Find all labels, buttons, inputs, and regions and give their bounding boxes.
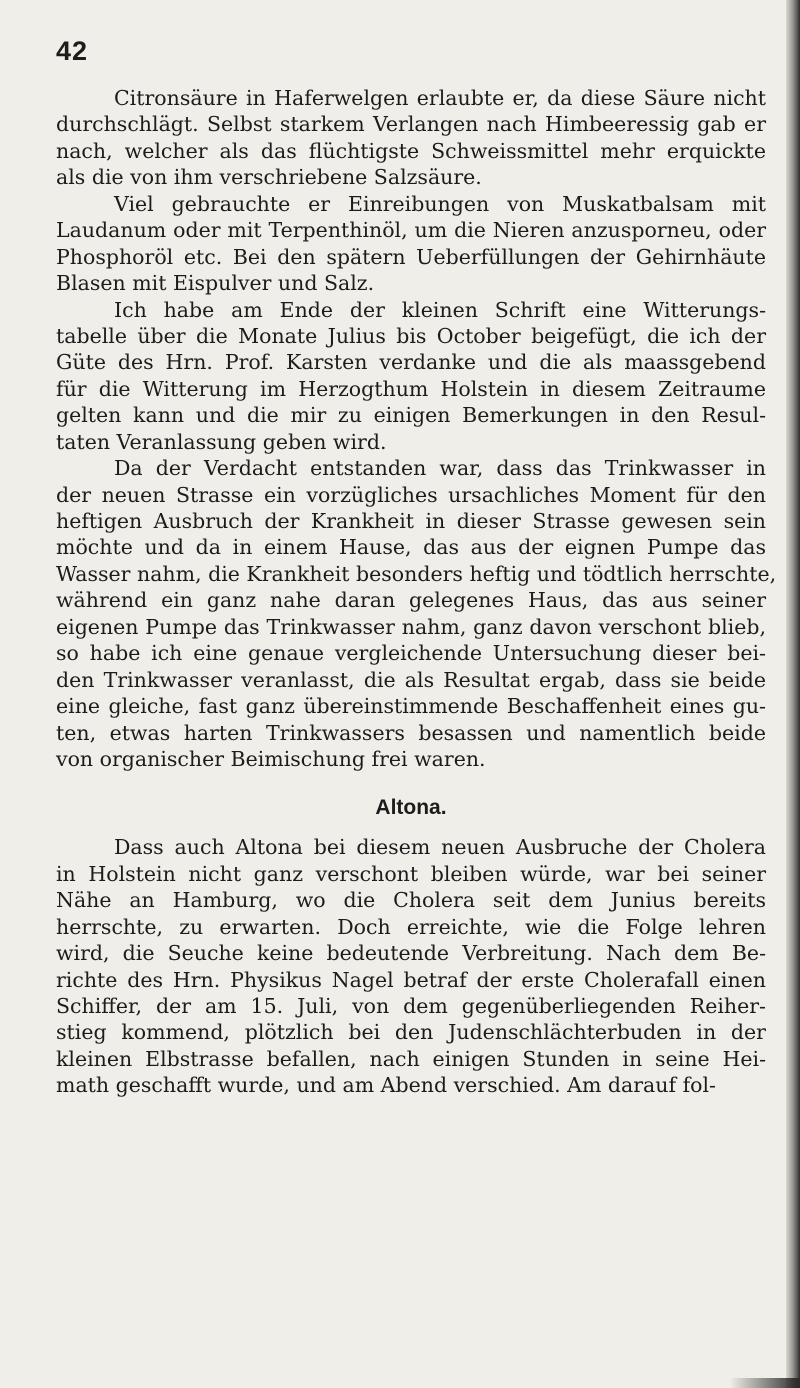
text-line: durchschlägt. Selbst starkem Verlangen nach Himbeeressig gab er [56, 112, 766, 137]
page-corner-shadow [730, 1378, 800, 1388]
text-line: tabelle über die Monate Julius bis October beigefügt, die ich der [56, 323, 766, 348]
text-line: Güte des Hrn. Prof. Karsten verdanke und die als maassgebend [56, 350, 766, 375]
text-line: herrschte, zu erwarten. Doch erreichte, wie die Folge lehren [56, 914, 766, 939]
text-line: in Holstein nicht ganz verschont bleiben würde, war bei seiner [56, 861, 766, 886]
text-line: kleinen Elbstrasse befallen, nach einigen Stunden in seine Hei- [56, 1046, 766, 1071]
text-line: ten, etwas harten Trinkwassers besassen und namentlich beide [56, 720, 766, 745]
text-line: Viel gebrauchte er Einreibungen von Muskatbalsam mit [114, 191, 766, 216]
text-line: eigenen Pumpe das Trinkwasser nahm, ganz davon verschont blieb, [56, 614, 766, 639]
page-number: 42 [56, 36, 89, 66]
text-line: nach, welcher als das flüchtigste Schweissmittel mehr erquickte [56, 138, 766, 163]
text-line: der neuen Strasse ein vorzügliches ursachliches Moment für den [56, 482, 766, 507]
text-line: möchte und da in einem Hause, das aus der eignen Pumpe das [56, 535, 766, 560]
text-line: Ich habe am Ende der kleinen Schrift eine Witterungs- [114, 297, 766, 322]
page-edge-shadow [786, 0, 800, 1388]
text-line: für die Witterung im Herzogthum Holstein in diesem Zeitraume [56, 376, 766, 401]
text-line: Laudanum oder mit Terpenthinöl, um die Nieren anzusporneu, oder [56, 218, 766, 243]
text-line: von organischer Beimischung frei waren. [56, 746, 486, 771]
text-line: richte des Hrn. Physikus Nagel betraf der erste Cholerafall einen [56, 967, 766, 992]
text-line: Nähe an Hamburg, wo die Cholera seit dem Junius bereits [56, 888, 766, 913]
text-line: wird, die Seuche keine bedeutende Verbreitung. Nach dem Be- [56, 941, 766, 966]
text-line: stieg kommend, plötzlich bei den Judenschlächterbuden in der [56, 1020, 766, 1045]
text-line: Citronsäure in Haferwelgen erlaubte er, da diese Säure nicht [114, 86, 766, 110]
text-line: Dass auch Altona bei diesem neuen Ausbruche der Cholera [114, 835, 766, 860]
text-line: eine gleiche, fast ganz übereinstimmende Beschaffenheit eines gu- [56, 694, 766, 719]
text-line: gelten kann und die mir zu einigen Bemerkungen in den Resul- [56, 403, 766, 428]
text-line: Blasen mit Eispulver und Salz. [56, 271, 375, 296]
text-line: während ein ganz nahe daran gelegenes Haus, das aus seiner [56, 588, 766, 613]
text-line: als die von ihm verschriebene Salzsäure. [56, 165, 482, 190]
text-line: taten Veranlassung geben wird. [56, 429, 387, 454]
text-line: Wasser nahm, die Krankheit besonders heftig und tödtlich herrschte, [56, 561, 777, 586]
text-line: math geschafft wurde, und am Abend verschied. Am darauf fol- [56, 1073, 716, 1098]
text-line: heftigen Ausbruch der Krankheit in dieser Strasse gewesen sein [56, 509, 766, 533]
text-line: so habe ich eine genaue vergleichende Untersuchung dieser bei- [56, 641, 766, 666]
text-line: Schiffer, der am 15. Juli, von dem gegenüberliegenden Reiher- [56, 994, 766, 1018]
text-line: Da der Verdacht entstanden war, dass das Trinkwasser in [114, 456, 766, 481]
text-line: Phosphoröl etc. Bei den spätern Ueberfüllungen der Gehirnhäute [56, 244, 766, 269]
text-line: den Trinkwasser veranlasst, die als Resultat ergab, dass sie beide [56, 667, 766, 692]
body-text [56, 85, 777, 1099]
section-heading: Altona. [375, 796, 447, 820]
